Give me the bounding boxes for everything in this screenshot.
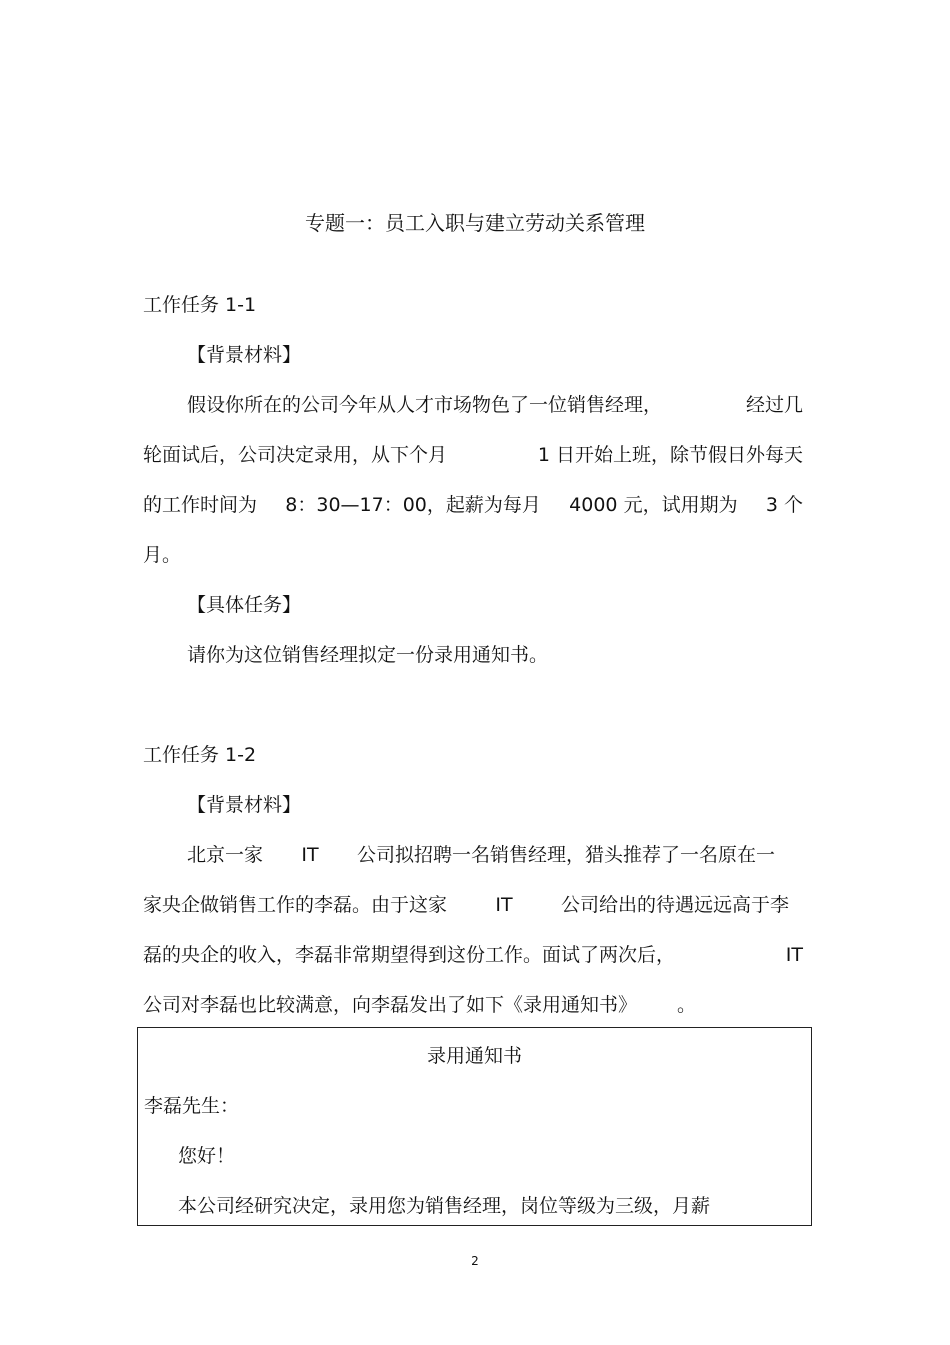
offer-letter-body: 本公司经研究决定，录用您为销售经理，岗位等级为三级，月薪 [178,1195,711,1217]
task-1-2-paragraph-line-2 [143,890,789,920]
offer-letter-salutation: 李磊先生： [144,1095,240,1117]
task-1-2-background-label: 【背景材料】 [187,794,302,816]
text-segment: IT [301,844,319,866]
text-segment: 的工作时间为 [143,494,258,516]
text-segment: 假设你所在的公司今年从人才市场物色了一位销售经理， [187,394,663,416]
offer-letter-title: 录用通知书 [426,1045,522,1067]
text-segment: 公司给出的待遇远远高于李 [560,894,789,916]
task-1-1-paragraph-line-1 [187,390,803,420]
offer-letter-box [137,1027,812,1226]
text-segment: 公司拟招聘一名销售经理，猎头推荐了一名原在一 [356,844,775,866]
text-segment: 1 日开始上班，除节假日外每天 [537,444,803,466]
task-1-1-paragraph-line-3 [143,490,803,520]
text-segment: 磊的央企的收入，李磊非常期望得到这份工作。面试了两次后， [143,944,676,966]
text-segment: 4000 元，试用期为 [569,494,738,516]
text-segment: IT [495,894,513,916]
task-1-2-paragraph-line-3 [143,940,803,970]
task-1-2-paragraph-line-1 [187,840,775,870]
task-1-1-background-label: 【背景材料】 [187,344,302,366]
task-1-2-heading: 工作任务 1-2 [143,744,257,766]
task-1-1-paragraph-line-4: 月。 [143,544,182,566]
task-1-1-paragraph-line-2 [143,440,803,470]
page-number: 2 [471,1254,479,1268]
task-1-1-task-label: 【具体任务】 [187,594,302,616]
text-segment: 家央企做销售工作的李磊。由于这家 [143,894,448,916]
task-1-2-paragraph-line-4 [143,990,696,1020]
page-title: 专题一：员工入职与建立劳动关系管理 [305,211,645,235]
text-segment: 公司对李磊也比较满意，向李磊发出了如下《录用通知书》 [143,994,638,1016]
text-segment: IT [785,944,803,966]
text-segment: 经过几 [745,394,803,416]
offer-letter-greeting: 您好！ [178,1145,236,1167]
task-1-1-task-text: 请你为这位销售经理拟定一份录用通知书。 [187,644,549,666]
task-1-1-heading: 工作任务 1-1 [143,294,257,316]
text-segment: 轮面试后，公司决定录用，从下个月 [143,444,448,466]
text-segment: 。 [677,994,697,1016]
text-segment: 北京一家 [187,844,264,866]
text-segment: 8：30—17：00，起薪为每月 [285,494,541,516]
text-segment: 3 个 [765,494,803,516]
